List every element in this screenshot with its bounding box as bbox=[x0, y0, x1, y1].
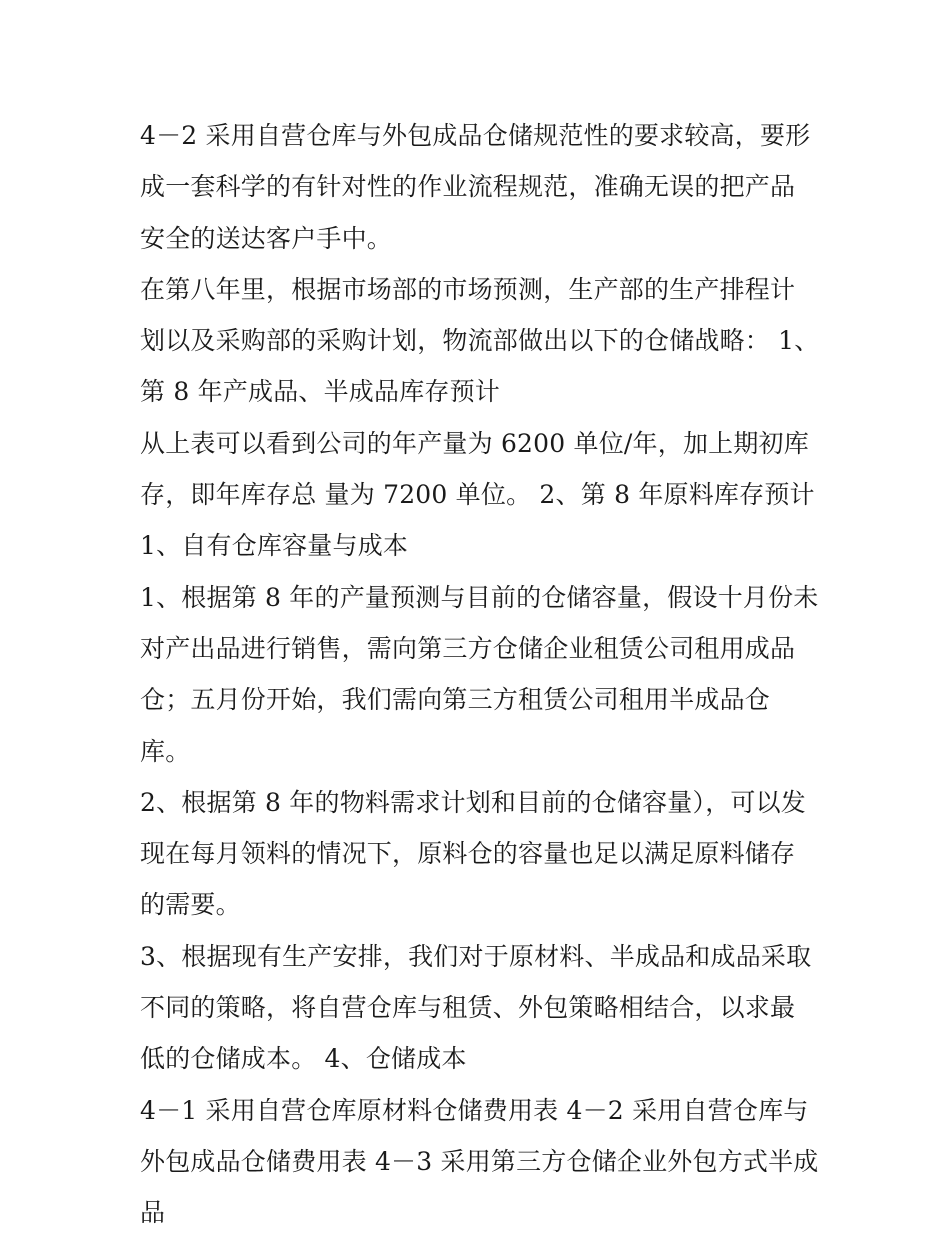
paragraph-cost-tables: 4－1 采用自营仓库原材料仓储费用表 4－2 采用自营仓库与外包成品仓储费用表 4－3 采用第三方仓储企业外包方式半成品 bbox=[140, 1095, 819, 1228]
paragraph-annual-output: 从上表可以看到公司的年产量为 6200 单位/年，加上期初库存，即年库存总 量为 7200 单位。 2、第 8 年原料库存预计 1、自有仓库容量与成本 bbox=[140, 428, 815, 561]
paragraph-year-eight-strategy: 在第八年里，根据市场部的市场预测，生产部的生产排程计划以及采购部的采购计划，物流部做出以下的仓储战略： 1、第 8 年产成品、半成品库存预计 bbox=[140, 274, 820, 407]
paragraph-warehouse-standards: 4－2 采用自营仓库与外包成品仓储规范性的要求较高，要形成一套科学的有针对性的作业流程规范，准确无误的把产品安全的送达客户手中。 bbox=[140, 121, 811, 253]
paragraph-point-two: 2、根据第 8 年的物料需求计划和目前的仓储容量），可以发现在每月领料的情况下，原料仓的容量也足以满足原料储存的需要。 bbox=[140, 787, 807, 920]
document-body bbox=[140, 110, 820, 1239]
paragraph-point-three: 3、根据现有生产安排，我们对于原材料、半成品和成品采取不同的策略，将自营仓库与租赁、外包策略相结合，以求最低的仓储成本。 4、仓储成本 bbox=[140, 941, 812, 1074]
paragraph-point-one: 1、根据第 8 年的产量预测与目前的仓储容量，假设十月份未对产出品进行销售，需向第三方仓储企业租赁公司租用成品仓；五月份开始，我们需向第三方租赁公司租用半成品仓库。 bbox=[140, 582, 819, 766]
